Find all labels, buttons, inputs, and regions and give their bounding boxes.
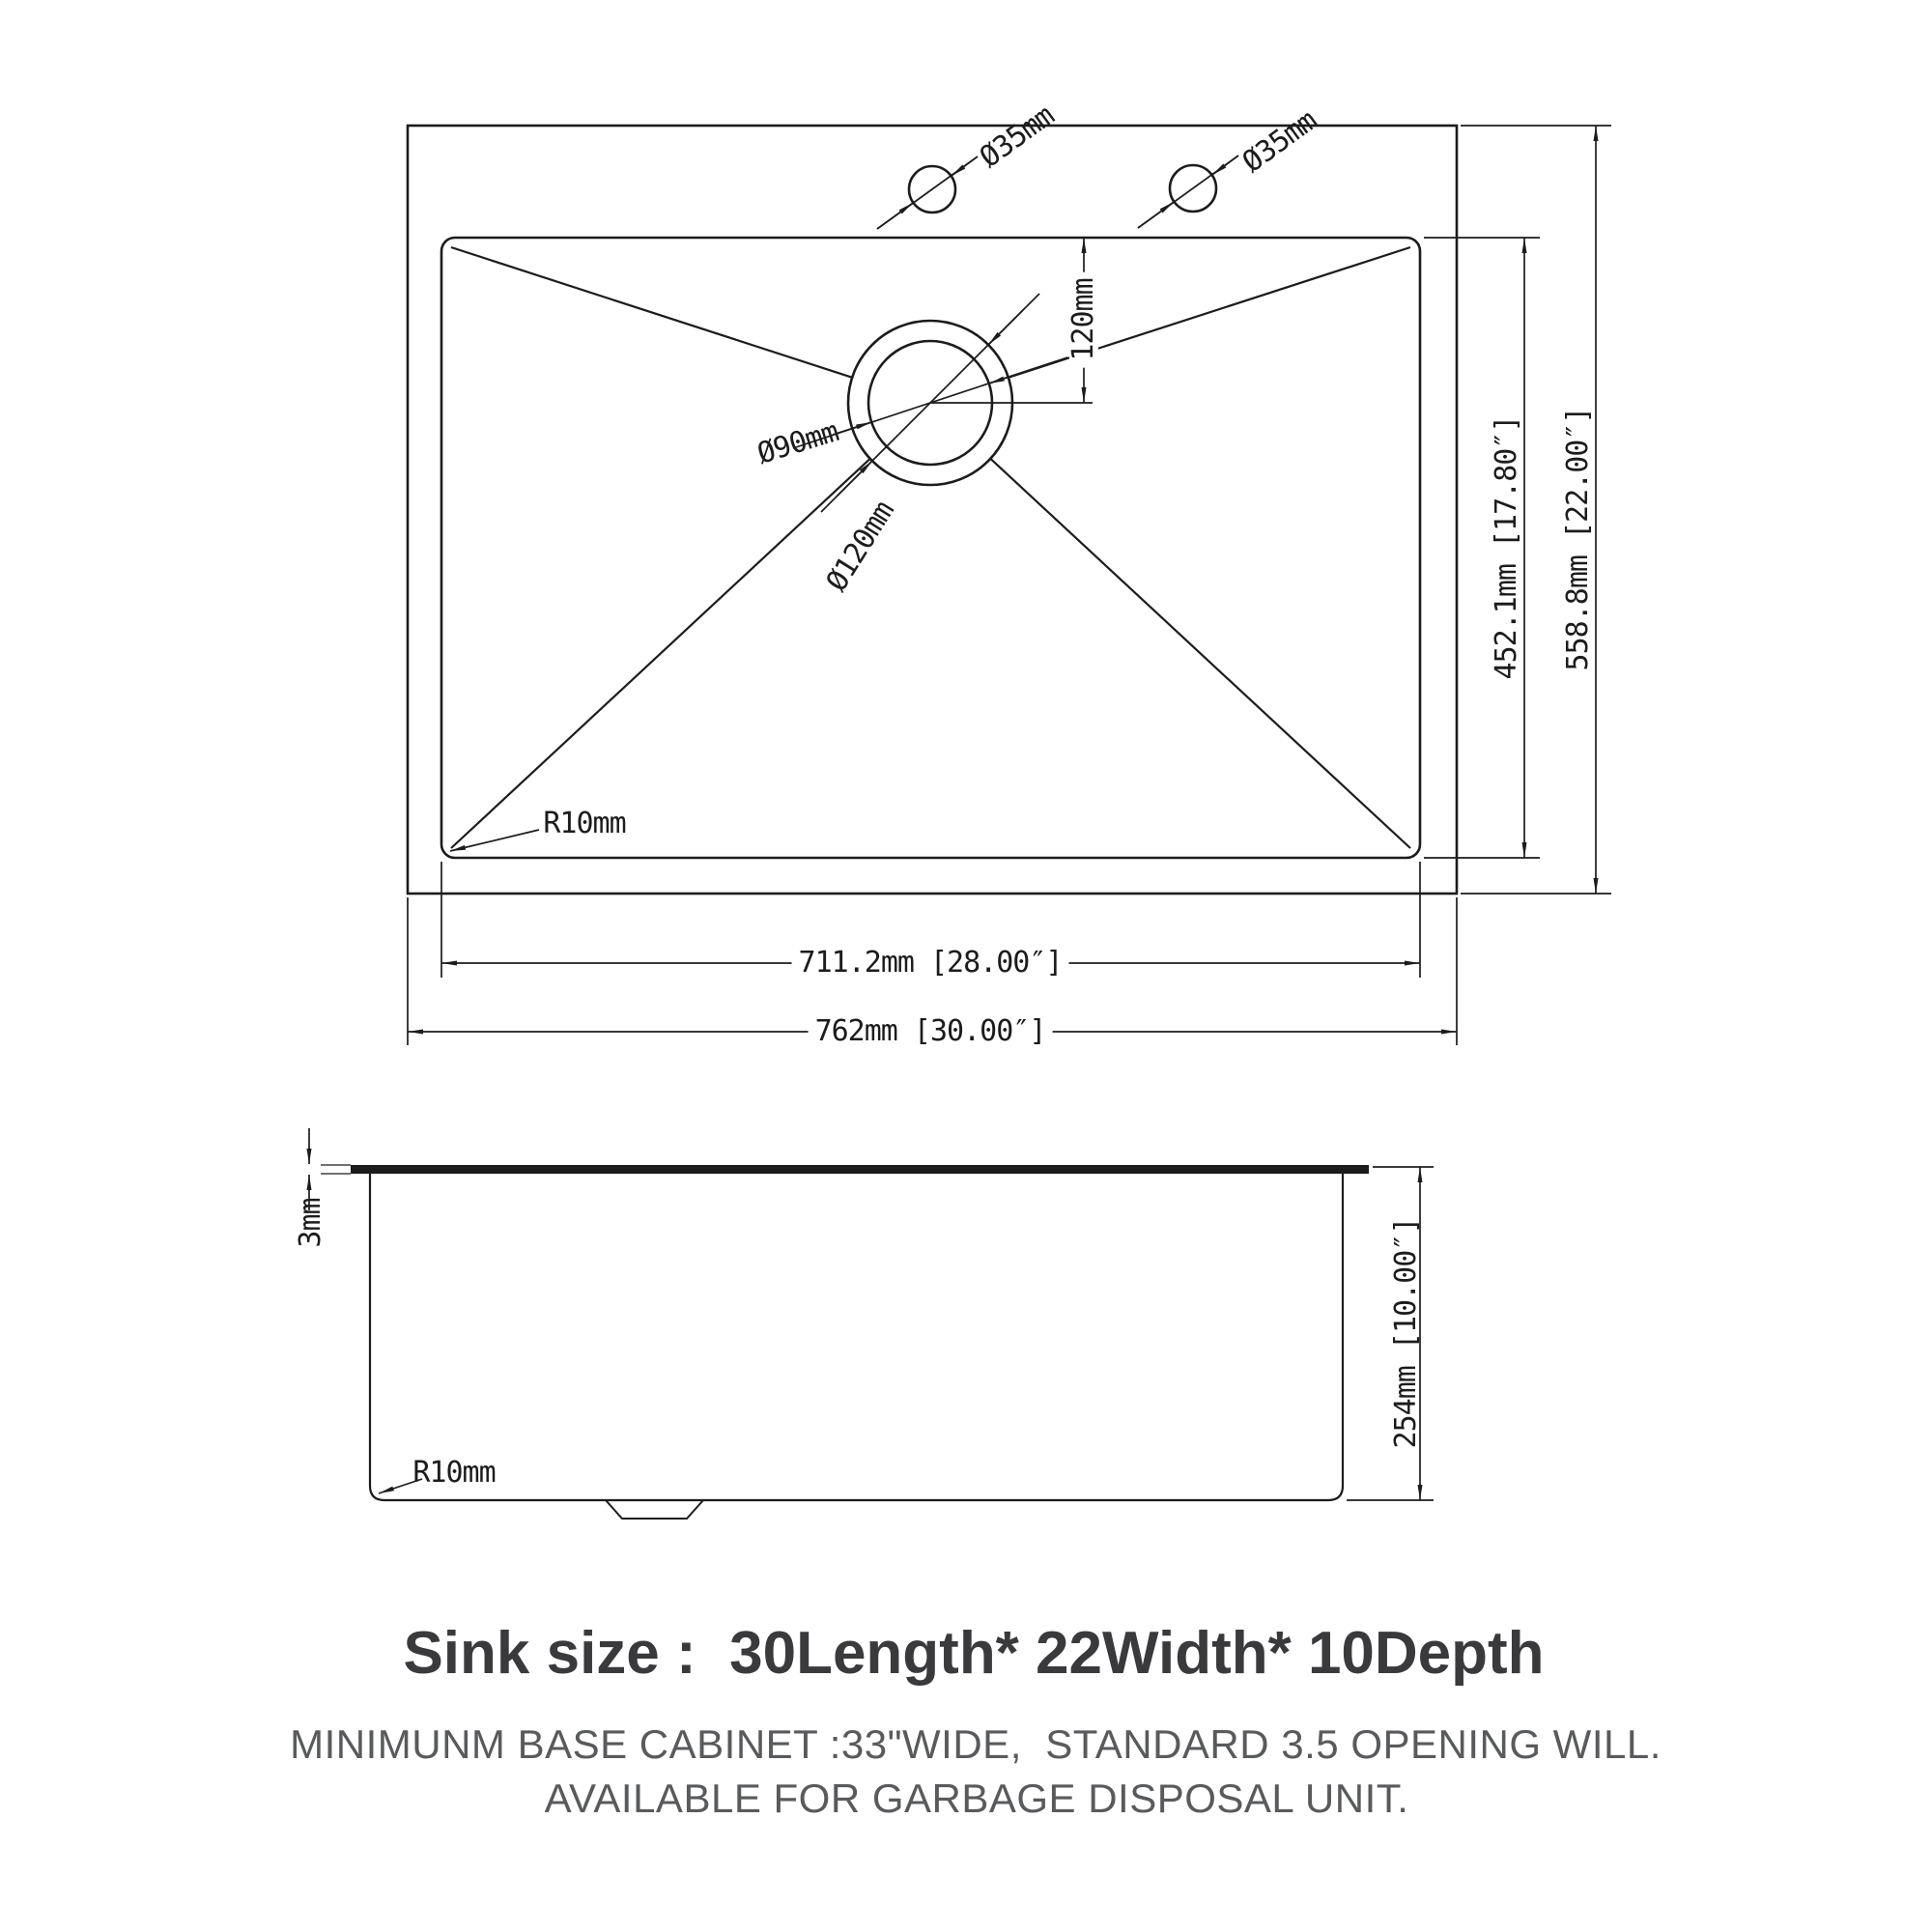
- drain-inner-dia-label: Ø90mm: [753, 414, 842, 471]
- overall-depth-label: 558.8mm [22.00″]: [1561, 407, 1595, 671]
- cabinet-note: MINIMUNM BASE CABINET :33"WIDE, STANDARD 3.5 OPENING WILL.: [290, 1721, 1662, 1767]
- drain-boss: [606, 1500, 703, 1519]
- rim-thickness-label: 3mm: [294, 1198, 327, 1248]
- outer-rim-outline: [408, 126, 1457, 894]
- hole-left-dia-label: Ø35mm: [973, 99, 1061, 175]
- bowl-depth-label: 452.1mm [17.80″]: [1490, 415, 1523, 680]
- drain-offset-label: 120mm: [1069, 271, 1098, 367]
- disposal-note: AVAILABLE FOR GARBAGE DISPOSAL UNIT.: [544, 1776, 1409, 1821]
- bowl-width-label: 711.2mm [28.00″]: [792, 949, 1069, 978]
- bowl-profile: [370, 1174, 1343, 1500]
- sink-size-title: Sink size : 30Length* 22Width* 10Depth: [403, 1620, 1545, 1687]
- side-view-dimensions: [309, 1128, 1434, 1500]
- drain-outer-dia-label: Ø120mm: [819, 496, 901, 598]
- top-view-dimensions: [408, 126, 1611, 1045]
- bowl-height-label: 254mm [10.00″]: [1389, 1217, 1423, 1449]
- rim-bar: [351, 1165, 1369, 1174]
- hole-right-dia-label: Ø35mm: [1236, 103, 1323, 180]
- top-corner-radius-label: R10mm: [543, 807, 626, 840]
- top-view: [408, 126, 1611, 1045]
- overall-width-label: 762mm [30.00″]: [809, 1017, 1053, 1046]
- side-corner-radius-label: R10mm: [412, 1456, 496, 1490]
